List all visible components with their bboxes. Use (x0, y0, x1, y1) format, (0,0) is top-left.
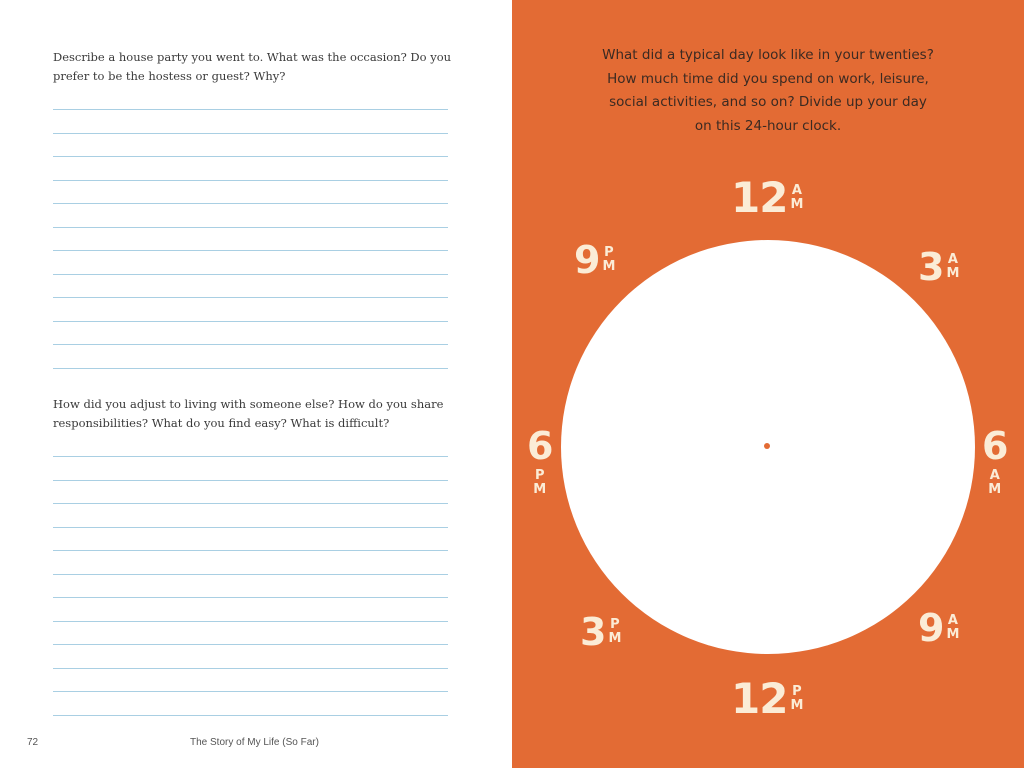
clock-prompt: What did a typical day look like in your twenties? How much time did you spend on work, leisure, social activities, and so on? Divide up your day on this 24-hour clock. (602, 47, 934, 134)
ruled-line (53, 133, 448, 134)
clock-label-12am: 12 A M (731, 173, 804, 222)
journal-prompt-living-together: How did you adjust to living with someone else? How do you share responsibilities? What do you find easy? What is difficult? (53, 397, 444, 430)
ruled-line (53, 456, 448, 457)
ruled-line (53, 156, 448, 157)
ruled-line (53, 344, 448, 345)
clock-label-6pm: 6 P M (527, 424, 553, 497)
ruled-line (53, 715, 448, 716)
journal-prompt-house-party: Describe a house party you went to. What was the occasion? Do you prefer to be the hostess or guest? Why? (53, 50, 452, 83)
ruled-line (53, 644, 448, 645)
ruled-line (53, 503, 448, 504)
ruled-line (53, 109, 448, 110)
ruled-line (53, 297, 448, 298)
clock-label-3am: 3 A M (918, 245, 960, 289)
running-title: The Story of My Life (So Far) (190, 737, 319, 748)
clock-label-3pm: 3 P M (580, 610, 622, 654)
ruled-line (53, 274, 448, 275)
page-number: 72 (27, 737, 39, 748)
ruled-line (53, 597, 448, 598)
ruled-line (53, 368, 448, 369)
clock-center-dot (764, 443, 770, 449)
clock-label-12pm: 12 P M (731, 674, 804, 723)
ruled-line (53, 691, 448, 692)
ruled-line (53, 621, 448, 622)
ruled-line (53, 668, 448, 669)
ruled-line (53, 180, 448, 181)
ruled-line (53, 250, 448, 251)
ruled-line (53, 550, 448, 551)
clock-label-9am: 9 A M (918, 606, 960, 650)
clock-label-6am: 6 A M (982, 424, 1008, 497)
ruled-line (53, 203, 448, 204)
clock-label-9pm: 9 P M (574, 238, 616, 282)
ruled-line (53, 227, 448, 228)
ruled-line (53, 574, 448, 575)
ruled-line (53, 480, 448, 481)
ruled-line (53, 527, 448, 528)
ruled-line (53, 321, 448, 322)
